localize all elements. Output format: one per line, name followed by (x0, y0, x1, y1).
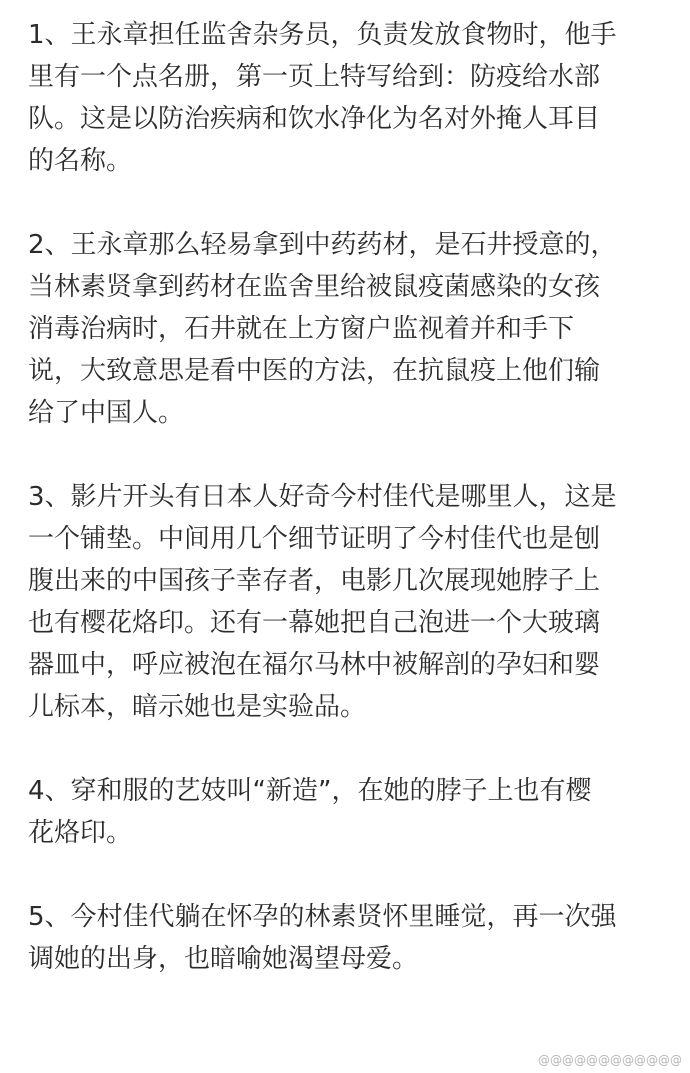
paragraph-4 (28, 770, 668, 854)
text-line: 腹出来的中国孩子幸存者，电影几次展现她脖子上 (28, 566, 601, 596)
text-line: 调她的出身，也暗喻她渴望母爱。 (28, 944, 419, 974)
text-line: 5、今村佳代躺在怀孕的林素贤怀里睡觉，再一次强 (28, 902, 617, 932)
text-line: 队。这是以防治疾病和饮水净化为名对外掩人耳目 (28, 104, 601, 134)
text-line: 儿标本，暗示她也是实验品。 (28, 692, 367, 722)
text-line: 的名称。 (28, 146, 133, 176)
text-line: 器皿中，呼应被泡在福尔马林中被解剖的孕妇和婴 (28, 650, 601, 680)
text-line: 里有一个点名册，第一页上特写给到：防疫给水部 (28, 62, 601, 92)
paragraph-3 (28, 476, 668, 728)
text-line: 4、穿和服的艺妓叫“新造”，在她的脖子上也有樱 (28, 776, 592, 806)
text-line: 1、王永章担任监舍杂务员，负责发放食物时，他手 (28, 20, 617, 50)
text-line: 也有樱花烙印。还有一幕她把自己泡进一个大玻璃 (28, 608, 601, 638)
text-line: 3、影片开头有日本人好奇今村佳代是哪里人，这是 (28, 482, 617, 512)
watermark: @@@@@@@@@@@@ (538, 1053, 682, 1067)
paragraph-5 (28, 896, 668, 980)
text-line: 当林素贤拿到药材在监舍里给被鼠疫菌感染的女孩 (28, 272, 601, 302)
text-line: 一个铺垫。中间用几个细节证明了今村佳代也是刨 (28, 524, 601, 554)
text-line: 2、王永章那么轻易拿到中药药材，是石井授意的， (28, 230, 617, 260)
text-line: 消毒治病时，石井就在上方窗户监视着并和手下 (28, 314, 575, 344)
text-line: 给了中国人。 (28, 398, 185, 428)
text-line: 说，大致意思是看中医的方法，在抗鼠疫上他们输 (28, 356, 601, 386)
paragraph-1 (28, 14, 668, 182)
article-body (28, 14, 668, 1022)
text-line: 花烙印。 (28, 818, 133, 848)
paragraph-2 (28, 224, 668, 434)
